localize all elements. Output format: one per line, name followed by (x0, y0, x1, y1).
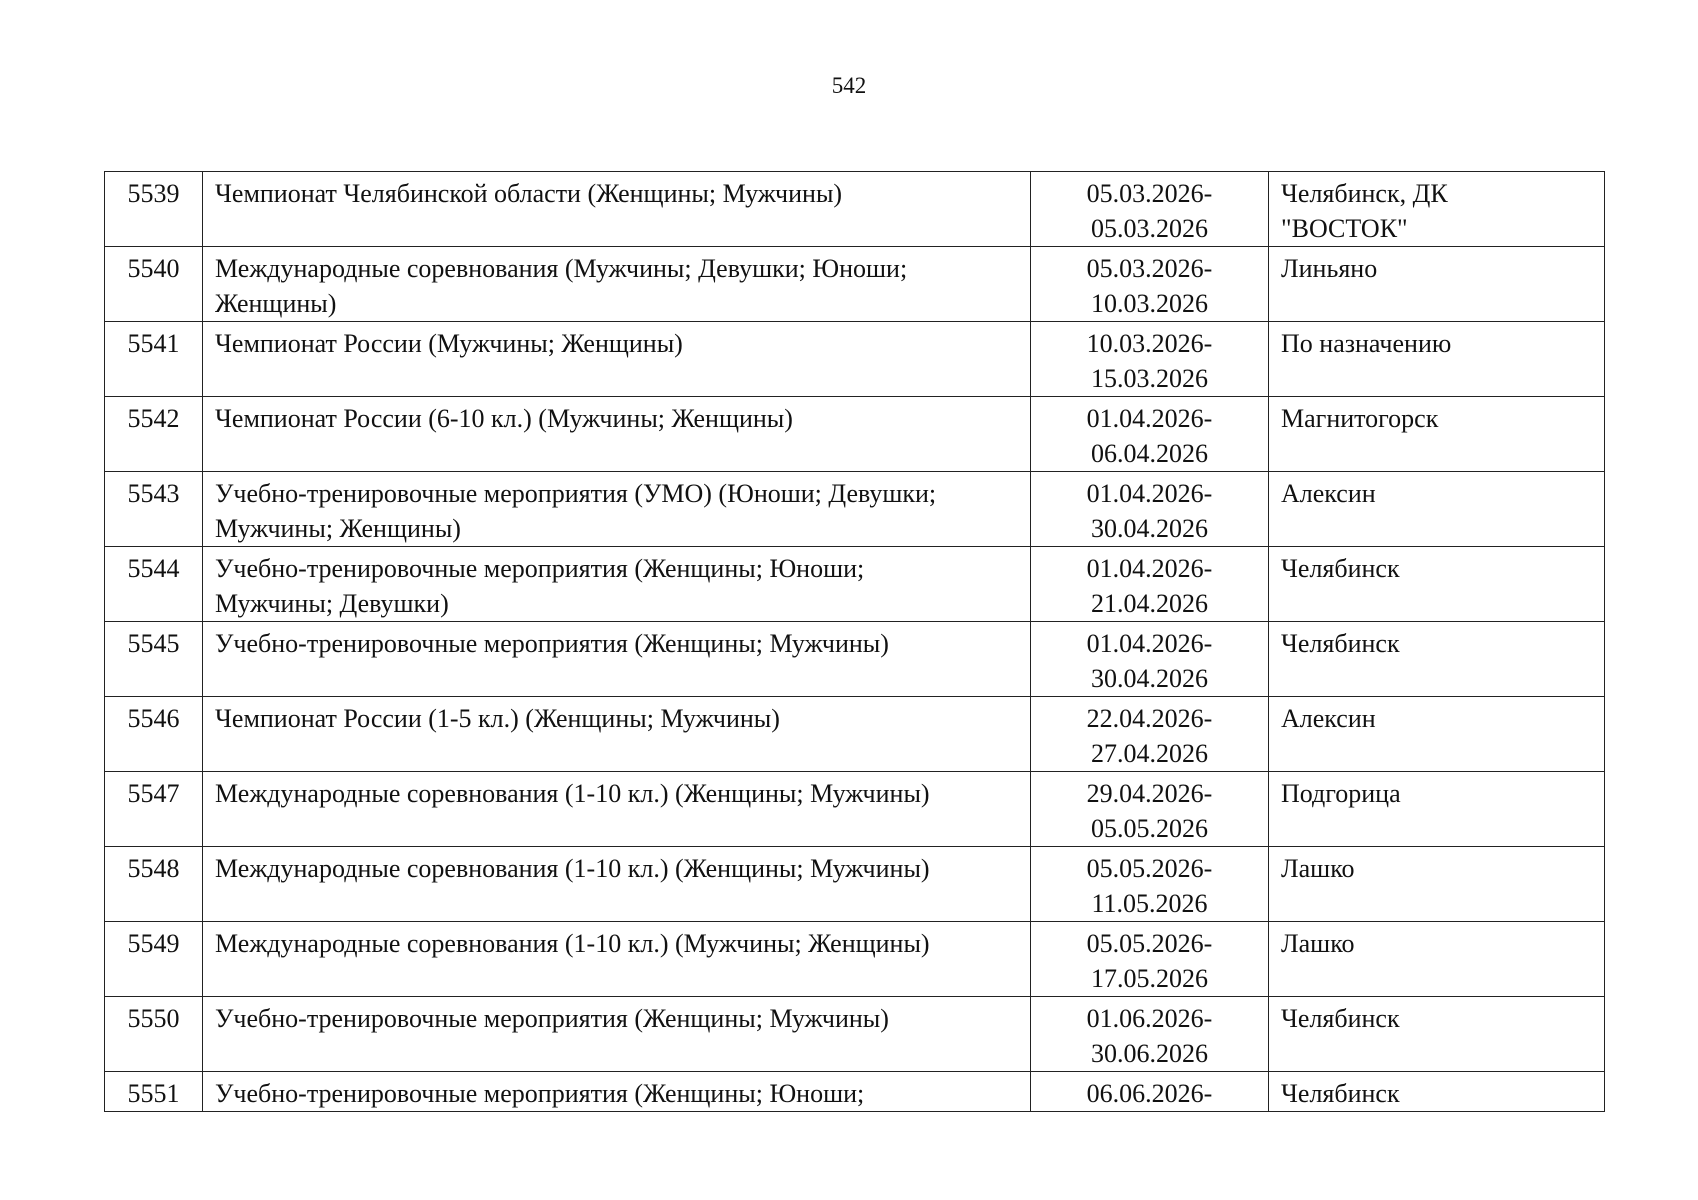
event-name-text: Чемпионат Челябинской области (Женщины; Мужчины) (215, 179, 843, 208)
date-end: 27.04.2026 (1091, 739, 1208, 768)
event-name-line: Мужчины; Девушки) (215, 589, 449, 618)
event-name-line: Международные соревнования (Мужчины; Девушки; Юноши; (215, 254, 908, 283)
event-number: 5539 (105, 172, 203, 247)
event-number: 5549 (105, 922, 203, 997)
event-name-line: Женщины) (215, 289, 337, 318)
event-name (203, 397, 1031, 472)
table-row (105, 322, 1605, 397)
event-dates (1031, 547, 1269, 622)
event-dates (1031, 247, 1269, 322)
date-start: 10.03.2026- (1086, 329, 1213, 358)
event-number: 5543 (105, 472, 203, 547)
table-row (105, 847, 1605, 922)
event-number: 5550 (105, 997, 203, 1072)
place-line: "ВОСТОК" (1281, 214, 1408, 243)
event-place: Челябинск (1269, 997, 1605, 1072)
date-end: 06.04.2026 (1091, 439, 1208, 468)
event-name (203, 847, 1031, 922)
event-number: 5551 (105, 1072, 203, 1112)
event-name-line: Учебно-тренировочные мероприятия (УМО) (Юноши; Девушки; (215, 479, 937, 508)
event-name (203, 322, 1031, 397)
event-name-text: Чемпионат России (Мужчины; Женщины) (215, 329, 683, 358)
events-table (104, 171, 1605, 1112)
table-row (105, 547, 1605, 622)
event-name-text: Международные соревнования (1-10 кл.) (Женщины; Мужчины) (215, 779, 930, 808)
event-name (203, 922, 1031, 997)
date-end: 17.05.2026 (1091, 964, 1208, 993)
date-start: 01.04.2026- (1086, 629, 1213, 658)
date-end: 21.04.2026 (1091, 589, 1208, 618)
event-name-text: Учебно-тренировочные мероприятия (Женщины; Мужчины) (215, 629, 889, 658)
event-name (203, 172, 1031, 247)
event-place: Алексин (1269, 697, 1605, 772)
event-place: Алексин (1269, 472, 1605, 547)
date-start: 05.03.2026- (1086, 254, 1213, 283)
event-place: Челябинск (1269, 622, 1605, 697)
event-number: 5545 (105, 622, 203, 697)
table-row (105, 772, 1605, 847)
date-start: 22.04.2026- (1086, 704, 1213, 733)
date-end: 30.04.2026 (1091, 664, 1208, 693)
event-dates (1031, 922, 1269, 997)
event-name (203, 772, 1031, 847)
event-number: 5548 (105, 847, 203, 922)
event-dates (1031, 772, 1269, 847)
event-dates (1031, 622, 1269, 697)
date-start: 06.06.2026- (1086, 1079, 1213, 1108)
event-name-text: Учебно-тренировочные мероприятия (Женщины; Юноши; (215, 1079, 865, 1108)
date-end: 15.03.2026 (1091, 364, 1208, 393)
event-place: Челябинск (1269, 547, 1605, 622)
event-place (1269, 172, 1605, 247)
event-name-text: Чемпионат России (1-5 кл.) (Женщины; Мужчины) (215, 704, 780, 733)
table-row (105, 622, 1605, 697)
event-place: Магнитогорск (1269, 397, 1605, 472)
date-start: 01.04.2026- (1086, 479, 1213, 508)
date-end: 05.03.2026 (1091, 214, 1208, 243)
event-name-text: Международные соревнования (1-10 кл.) (Женщины; Мужчины) (215, 854, 930, 883)
event-number: 5547 (105, 772, 203, 847)
table-row (105, 997, 1605, 1072)
table-row (105, 697, 1605, 772)
place-line: Челябинск, ДК (1281, 179, 1448, 208)
date-end: 10.03.2026 (1091, 289, 1208, 318)
event-name (203, 622, 1031, 697)
event-place: Линьяно (1269, 247, 1605, 322)
event-number: 5541 (105, 322, 203, 397)
date-start: 05.05.2026- (1086, 854, 1213, 883)
event-dates (1031, 997, 1269, 1072)
event-dates (1031, 1072, 1269, 1112)
date-start: 05.05.2026- (1086, 929, 1213, 958)
date-start: 01.04.2026- (1086, 554, 1213, 583)
event-dates (1031, 322, 1269, 397)
date-start: 29.04.2026- (1086, 779, 1213, 808)
date-start: 01.06.2026- (1086, 1004, 1213, 1033)
event-name-text: Учебно-тренировочные мероприятия (Женщины; Мужчины) (215, 1004, 889, 1033)
event-number: 5542 (105, 397, 203, 472)
page-number: 542 (831, 73, 867, 98)
date-end: 11.05.2026 (1091, 889, 1208, 918)
table-row (105, 397, 1605, 472)
event-dates (1031, 172, 1269, 247)
event-name-line: Учебно-тренировочные мероприятия (Женщины; Юноши; (215, 554, 865, 583)
event-name (203, 1072, 1031, 1112)
event-name (203, 547, 1031, 622)
table-row (105, 1072, 1605, 1112)
date-end: 30.04.2026 (1091, 514, 1208, 543)
event-name-text: Чемпионат России (6-10 кл.) (Мужчины; Женщины) (215, 404, 793, 433)
event-name (203, 997, 1031, 1072)
event-name (203, 697, 1031, 772)
event-dates (1031, 472, 1269, 547)
event-place: По назначению (1269, 322, 1605, 397)
event-dates (1031, 847, 1269, 922)
date-start: 05.03.2026- (1086, 179, 1213, 208)
event-place: Подгорица (1269, 772, 1605, 847)
date-end: 05.05.2026 (1091, 814, 1208, 843)
event-name-text: Международные соревнования (1-10 кл.) (Мужчины; Женщины) (215, 929, 930, 958)
table-row (105, 472, 1605, 547)
event-number: 5544 (105, 547, 203, 622)
date-end: 30.06.2026 (1091, 1039, 1208, 1068)
table-row (105, 247, 1605, 322)
event-name-line: Мужчины; Женщины) (215, 514, 461, 543)
date-start: 01.04.2026- (1086, 404, 1213, 433)
event-number: 5540 (105, 247, 203, 322)
event-number: 5546 (105, 697, 203, 772)
event-name (203, 247, 1031, 322)
event-place: Челябинск (1269, 1072, 1605, 1112)
event-place: Лашко (1269, 922, 1605, 997)
event-name (203, 472, 1031, 547)
table-row (105, 922, 1605, 997)
event-dates (1031, 397, 1269, 472)
event-dates (1031, 697, 1269, 772)
table-row (105, 172, 1605, 247)
event-place: Лашко (1269, 847, 1605, 922)
